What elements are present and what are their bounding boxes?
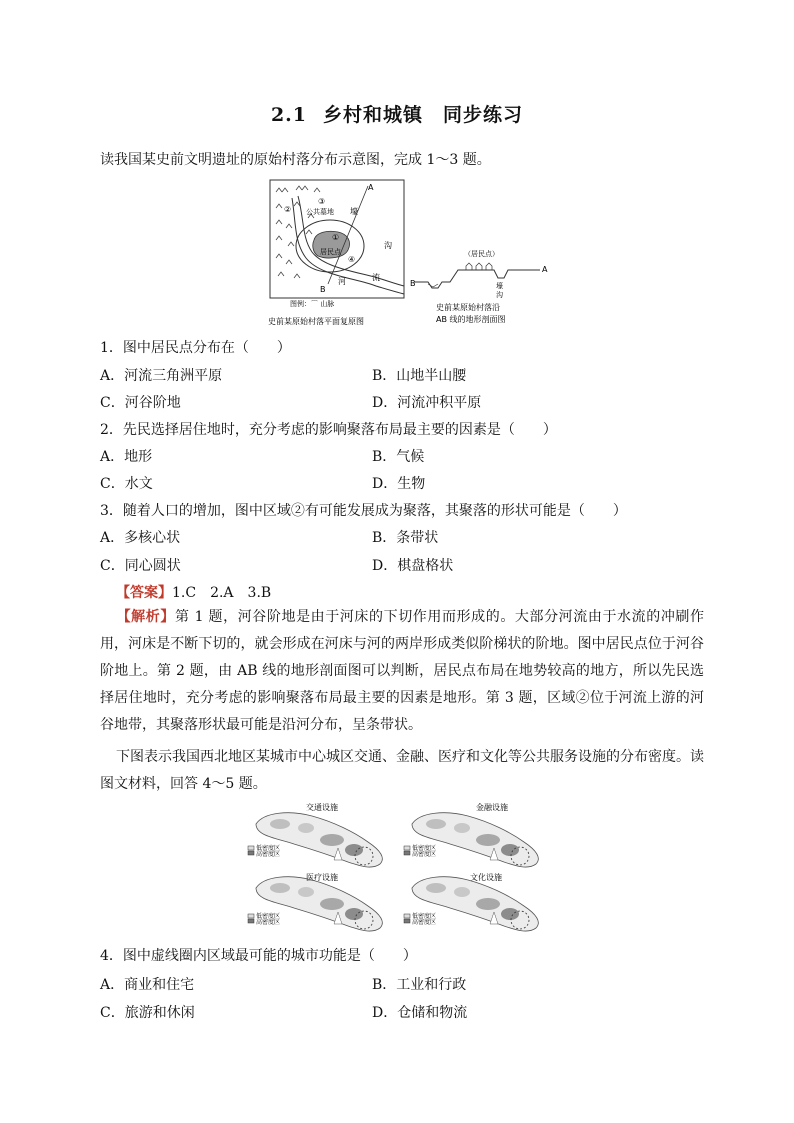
analysis-label: 【解析】 — [116, 609, 175, 625]
map-label-ditch2: 沟 — [384, 241, 392, 250]
panel-title-culture: 文化设施 — [470, 873, 502, 882]
q4-option-d: D．仓储和物流 — [372, 1005, 468, 1021]
map-label-3: ③ — [318, 197, 326, 206]
panel-finance — [404, 802, 538, 867]
profile-label-a: A — [542, 265, 548, 274]
profile-label-residence: （居民点） — [464, 250, 499, 258]
q4-option-b: B．工业和行政 — [372, 977, 467, 993]
profile-caption-2: AB 线的地形剖面图 — [436, 315, 506, 324]
answer-label: 【答案】 — [116, 585, 172, 601]
map-label-b: B — [320, 285, 326, 294]
profile-label-ditch1: 壕 — [496, 282, 503, 290]
q3-option-c: C．同心圆状 — [100, 558, 181, 574]
legend-high-4: 高密度区 — [412, 919, 437, 926]
section-number: 2.1 — [270, 104, 308, 126]
map-legend: 图例：⌒ 山脉 — [290, 300, 335, 308]
answer-line — [116, 583, 271, 603]
q2-option-c: C．水文 — [100, 476, 153, 492]
panel-title-transport: 交通设施 — [306, 803, 338, 812]
q4-stem: 4．图中虚线圈内区域最可能的城市功能是（ ） — [100, 948, 417, 964]
profile-caption-1: 史前某原始村落沿 — [436, 303, 500, 312]
legend-high-3: 高密度区 — [256, 919, 281, 926]
map-label-cemetery: 公共墓地 — [306, 208, 334, 216]
profile-label-ditch2: 沟 — [496, 291, 503, 299]
village-map — [268, 180, 404, 326]
intro-2: 下图表示我国西北地区某城市中心城区交通、金融、医疗和文化等公共服务设施的分布密度。读图文材料，回答 4～5 题。 — [100, 749, 704, 792]
q1-stem: 1．图中居民点分布在（ ） — [100, 340, 291, 356]
panel-culture — [404, 872, 538, 931]
panel-medical — [248, 872, 382, 931]
legend-low-3: 低密度区 — [256, 913, 281, 920]
answer-text: 1.C 2.A 3.B — [172, 585, 272, 601]
profile-label-b: B — [410, 279, 416, 288]
panel-title-medical: 医疗设施 — [306, 873, 338, 882]
q4-option-a: A．商业和住宅 — [100, 977, 195, 993]
q2-stem: 2．先民选择居住地时，充分考虑的影响聚落布局最主要的因素是（ ） — [100, 422, 557, 438]
map-label-1: ① — [332, 233, 340, 242]
village-figure — [268, 178, 548, 330]
q3-stem: 3．随着人口的增加，图中区域②有可能发展成为聚落，其聚落的形状可能是（ ） — [100, 503, 627, 519]
legend-high-1: 高密度区 — [256, 851, 281, 858]
map-caption: 史前某原始村落平面复原图 — [268, 317, 364, 326]
map-label-river2: 流 — [372, 273, 380, 282]
facility-density-maps — [240, 796, 556, 936]
legend-high-2: 高密度区 — [412, 851, 437, 858]
panel-transport — [248, 802, 382, 867]
analysis-block — [100, 604, 704, 739]
map-label-2: ② — [284, 205, 292, 214]
panel-title-finance: 金融设施 — [476, 803, 508, 812]
analysis-text: 第 1 题，河谷阶地是由于河床的下切作用而形成的。大部分河流由于水流的冲刷作用，河床是不断下切的，就会形成在河床与河的两岸形成类似阶梯状的阶地。图中居民点位于河谷阶地上。第 2 题，由 AB 线的地形剖面图可以判断，居民点布局在地势较高的地方，所以先民选择居住地时，充分考虑的影响聚落布局最主要的因素是地形。第 3 题，区域②位于河流上游的河谷地带，其聚落形状最可能是沿河分布，呈条带状。 — [100, 609, 704, 733]
legend-low-4: 低密度区 — [412, 913, 437, 920]
map-label-river1: 河 — [338, 277, 346, 286]
q4-option-c: C．旅游和休闲 — [100, 1005, 195, 1021]
intro-1: 读我国某史前文明遗址的原始村落分布示意图，完成 1～3 题。 — [100, 152, 491, 168]
legend-low-2: 低密度区 — [412, 845, 437, 852]
map-label-4: ④ — [348, 255, 356, 264]
map-label-ditch1: 壕 — [350, 207, 358, 216]
q1-option-c: C．河谷阶地 — [100, 395, 181, 411]
terrain-profile — [410, 249, 548, 324]
q3-option-b: B．条带状 — [372, 530, 439, 546]
section-title: 乡村和城镇 同步练习 — [323, 104, 524, 126]
page-title — [0, 100, 794, 127]
q2-option-b: B．气候 — [372, 449, 425, 465]
q3-option-a: A．多核心状 — [100, 530, 181, 546]
q1-option-b: B．山地半山腰 — [372, 368, 467, 384]
legend-low-1: 低密度区 — [256, 845, 281, 852]
q1-option-a: A．河流三角洲平原 — [100, 368, 223, 384]
q1-option-d: D．河流冲积平原 — [372, 395, 482, 411]
map-label-residence: 居民点 — [320, 248, 341, 256]
map-label-a: A — [368, 183, 374, 192]
q3-option-d: D．棋盘格状 — [372, 558, 454, 574]
q2-option-a: A．地形 — [100, 449, 153, 465]
q2-option-d: D．生物 — [372, 476, 426, 492]
intro-2-block — [100, 744, 704, 798]
